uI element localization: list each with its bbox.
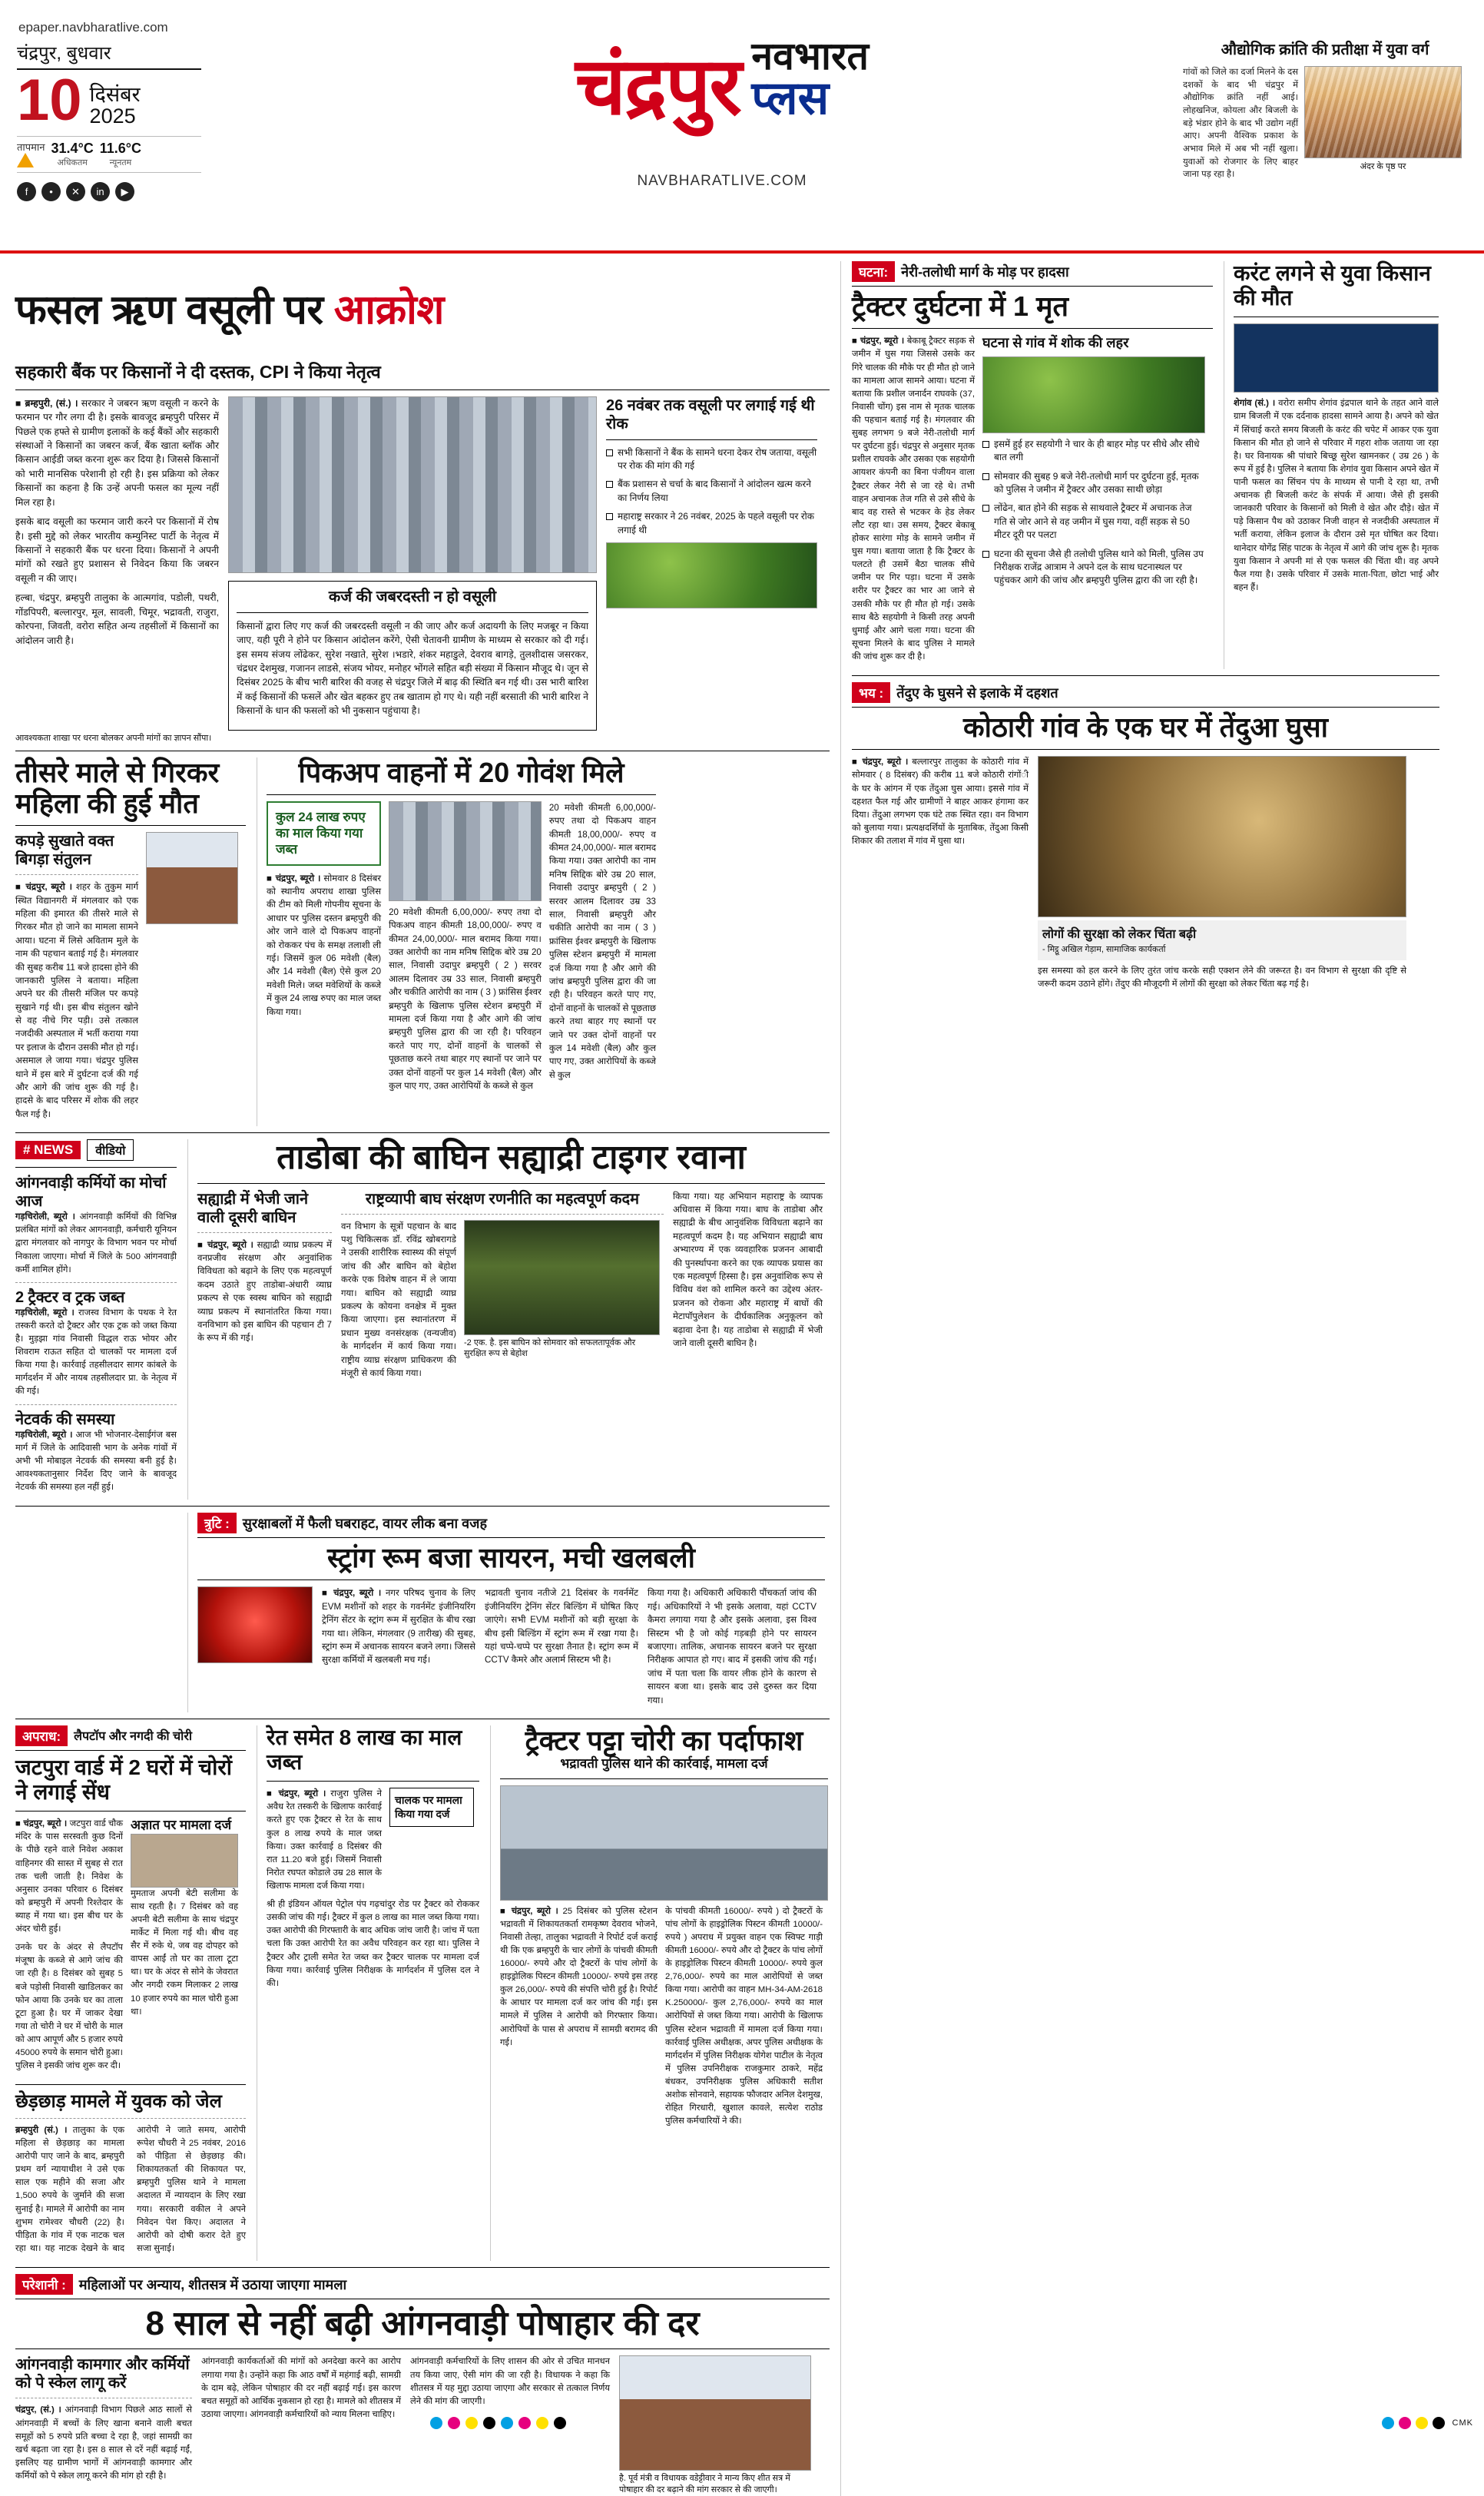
temp-high: 31.4°C (51, 141, 94, 157)
sand-story (257, 1725, 479, 2261)
sand-text-1: ■ चंद्रपुर, ब्यूरो । राजुरा पुलिस ने अवैध रेत तस्करी के खिलाफ कार्रवाई करते हुए एक ट्रैक्टर से रेत के साथ कुल 8 लाख रुपये के माल जब्त किया। उक्त कार्रवाई 8 दिसंबर की रात 11.20 बजे हुई। जिसमें निवासी निरोत रघपत कोडाले उम्र 28 साल के खिलाफ मामला दर्ज किया गया। (267, 1789, 382, 1891)
lead-photo (228, 396, 597, 573)
brief-head: नेटवर्क की समस्या (15, 1410, 115, 1428)
siren-kicker: त्रुटि : (197, 1513, 237, 1533)
current-death-story (1224, 261, 1439, 669)
molestation-headline: छेड़छाड़ मामले में युवक को जेल (15, 2091, 222, 2113)
laptop-theft-story (15, 1725, 246, 2261)
leopard-kicker-text: तेंदुए के घुसने से इलाके में दहशत (896, 684, 1058, 701)
laptop-subhead-2: अज्ञात पर मामला दर्ज (131, 1818, 232, 1833)
anganwadi-story (15, 2274, 830, 2496)
pickup-greenbox: कुल 24 लाख रुपए का माल किया गया जब्त (267, 801, 381, 866)
laptop-text-3: मुमताज अपनी बेटी सलीमा के साथ रहती है। 7 दिसंबर को वह अपनी बेटी सलीमा के साथ चंद्रपुर मार्केट में मिला गई थी। बीच वह सैर में रुके थे, जब वह दोपहर को वापस आईं तो घर का ताला टूटा था। घर के अंदर से सोने के जेवरात और नगदी रकम मिलाकर 2 लाख 10 हजार रुपये का माल चोरी हुआ था। (131, 1888, 238, 2017)
tractor-theft-sub: भद्रावती पुलिस थाने की कार्रवाई, मामला दर्ज (560, 1756, 768, 1772)
pickup-text-3: 20 मवेशी कीमती 6,00,000/- रुपए तथा दो पिकअप वाहन कीमती 18,00,000/- रुपए व कीमत 24,00,000/- माल बरामद किया गया। उक्त आरोपी का नाम मनिष सिद्दिक बोरे उम्र 20 साल, निवासी उदापुर ब्रम्हपुरी ( 2 ) सरवर आलम दिलावर उम्र 33 साल, निवासी ब्रम्हपुरी और चकीति आरोपी का नाम ( 3 ) फ्रांसिस ईश्वर ब्रम्हपुरी के खिलाफ पुलिस स्टेशन ब्रम्हपुरी में मामला दर्ज किया गया है और आगे की जांच ब्रम्हपुरी पुलिस द्वारा की जा रही है। परिवहन करते पाए गए, दोनों वाहनों के चालकों से पूछताछ करने तथा बाहर गए स्थानों पर जाने पर उक्त दोनों वाहनों पर कुल 14 मवेशी (बैल) और कुल पाए गए, उक्त आरोपियों के कब्जे से कुल (548, 802, 656, 1080)
pickup-headline: पिकअप वाहनों में 20 गोवंश मिले (298, 756, 624, 788)
leopard-caption-box (1038, 920, 1406, 960)
lead-para-2: इसके बाद वसूली का फरमान जारी करने पर किसानों में रोष है। इसी मुद्दे को लेकर भारतीय कम्युनिस्ट पार्टी के नेतृत्व में किसानों ने सहकारी बैंक पर धरना दिया। किसानों ने अपनी मांगों को रखते हुए प्रशासन से निवेदन किया कि जबरन वसूली न की जाए। (15, 516, 219, 584)
sand-text-2: श्री ही इंडियन ऑयल पेट्रोल पंप गढ़चांदुर रोड पर ट्रैक्टर को रोककर उसकी जांच की गई। ट्रैक्टर में कुल 8 लाख का माल जब्त किया गया। उक्त आरोपी की गिरफ्तारी के बाद अधिक जांच जारी है। जांच में पता चला कि उक्त आरोपी रेत का अवैध परिवहन कर रहा था। पुलिस ने ट्रैक्टर और ट्राली समेत रेत जब्त कर ट्रैक्टर चालक पर मामला दर्ज किया गया। कार्रवाई पुलिस निरीक्षक के मार्गदर्शन में पुलिस दल ने की। (267, 1900, 479, 1988)
theft-illustration (131, 1834, 238, 1888)
temp-low: 11.6°C (99, 141, 142, 157)
bullet-square-icon (982, 505, 989, 512)
siren-story (187, 1513, 825, 1712)
leopard-photo (1038, 756, 1406, 917)
accident-sidebox-title: घटना से गांव में शोक की लहर (982, 335, 1129, 351)
tadoba-text-3: किया गया। यह अभियान महाराष्ट्र के व्यापक अधिवास में किया गया। बाघ के ताडोबा और सह्याद्री के बीच आनुवंशिक विविधता बढ़ाने का महत्वपूर्ण कदम है। यह अभियान सह्याद्री बाघ अभ्यारण्य में एक व्यवहारिक प्रजनन आबादी की पुनर्स्थापना करने का एक व्यापक प्रयास का एक महत्वपूर्ण हिस्सा है। इस अनुवांशिक रूप से विविध वंश को शामिल करने का उद्देश्य अंतर-प्रजनन को रोकना और महाराष्ट्र में बाघों की मेटापॉपुलेशन के दीर्घकालिक अनुकूलन को बढ़ावा देना है। यह ताडोबा से सह्याद्री में भेजी जाने वाली दूसरी बाघिन है। (673, 1191, 823, 1348)
siren-text-3: किया गया है। अधिकारी अधिकारी पौंचकर्ता जांच की गई। अधिकारियों ने भी इसके अलावा, यहां CCTV कैमरा लगाया गया है और इसके अलावा, इस विश्व सिस्टम भी है जो कोई गड़बड़ी होने पर सायरन बजाएगा। तालिक, अचानक सायरन बजने पर सुरक्षा निरीक्षक आपात हो गए। बाद में इसकी जांच की गई। जांच में पता चला कि वायर लीक होने के कारण से सायरन बजा था। इसके बाद उसे दुरुस्त कर दिया गया। (648, 1588, 817, 1705)
promo-caption: अंदर के पृष्ठ पर (1360, 162, 1406, 171)
fall-story (15, 757, 246, 1127)
fall-victim-photo (146, 832, 238, 924)
lead-bullet: महाराष्ट्र सरकार ने 26 नवंबर, 2025 के पहले वसूली पर रोक लगाई थी (606, 510, 817, 537)
accident-bullet: सोमवार की सुबह 9 बजे नेरी-तलोधी मार्ग पर दुर्घटना हुई, मृतक को पुलिस ने जमीन में ट्रैक्टर और उसका साथी छोड़ा (982, 470, 1205, 497)
tractor-field-photo (606, 542, 817, 608)
accident-bullet: इसमें हुई हर सहयोगी ने चार के ही बाहर मोड़ पर सीधे और सीधे बात लगी (982, 438, 1205, 465)
leopard-story (852, 682, 1439, 996)
leopard-headline: कोठारी गांव के एक घर में तेंदुआ घुसा (963, 711, 1328, 744)
tadoba-text-1: ■ चंद्रपुर, ब्यूरो । सह्याद्री व्याघ्र प्रकल्प में वनप्रजीव संरक्षण और अनुवांशिक विविधता को बढ़ाने के लिए एक महत्वपूर्ण कदम उठाते हुए ताडोबा-अंधारी व्याघ्र प्रकल्प से एक स्वस्थ बाघिन को सह्याद्री व्याघ्र प्रकल्प में स्थानांतरित किया गया। वनविभाग को इस बाघिन की पहचान टी 7 के रूप में की गई। (197, 1239, 332, 1344)
lead-bullet: सभी किसानों ने बैंक के सामने धरना देकर रोष जताया, वसूली पर रोक की मांग की गई (606, 446, 817, 473)
laptop-text-2: उनके घर के अंदर से लैपटॉप मंजूषा के कब्जे से आगे जांच की जा रही है। 8 दिसंबर को सुबह 5 बजे पड़ोसी निवासी खाडिलकर का फोन आया कि उनके घर का ताला टूटा हुआ है। घर में जाकर देखा गया तो चोरी ने घर में चोरी के माल को आप आपूर्ण और 5 हजार रुपये 45000 रुपये के समान चोरी हुआ। पुलिस ने इसकी जांच शुरू कर दी। (15, 1943, 123, 2071)
promo-title: औद्योगिक क्रांति की प्रतीक्षा में युवा वर्ग (1221, 41, 1429, 58)
siren-kicker-text: सुरक्षाबलों में फैली घबराहट, वायर लीक बना वजह (242, 1515, 488, 1531)
anganwadi-text-1: चंद्रपुर, (सं.) । आंगनवाड़ी विभाग पिछले आठ सालों से आंगनवाड़ी में बच्चों के लिए खाना बनाने वाली बचत समूहों को 5 रुपये प्रति बच्चा दे रहा है, जहां सामग्री का खर्च बढ़ता जा रहा है। इस 8 साल से दरें नहीं बढ़ाई गईं, इसलिए यह ग्रामीण भागों में आंगनवाड़ी कामगार और कर्मियों को पे स्केल लागू करने की मांग हो रही है। (15, 2405, 192, 2481)
electric-illustration (1234, 323, 1439, 393)
tractor-theft-text-2: के पांचवी कीमती 16000/- रुपये ) दो ट्रैक्टरों के पांच लोगों के हाइड्रोलिक पिस्टन कीमती 10000/- रुपये ) अपराध में प्रयुक्त वाहन एक स्विफ्ट गाड़ी कीमती 16000/- रुपये और दो ट्रैक्टर के पांच लोगों के हाइड्रोलिक पिस्टन कीमती 10000/- रुपये कुल 2,76,000/- रुपये का माल आरोपियों से जब्त किया गया। आरोपी का वाहन MH-34-AM-2618 K.250000/- कुल 2,76,000/- रुपये का माल आरोपियों से जब्त किया गया। आरोपी के खिलाफ पुलिस स्टेशन भद्रावती में मामला दर्ज किया गया। कार्रवाई पुलिस अधीक्षक, अपर पुलिस अधीक्षक के मार्गदर्शन में पुलिस निरीक्षक योगेश पाटील के नेतृत्व में पुलिस उपनिरीक्षक राजकुमार ठाकरे, महेंद्र बंधकर, उपनिरीक्षक पुलिस अधिकारी सतीश अशोक सोनवाने, सहायक फौजदार अनिल देशमुख, रोहित गिरधारी, खुशाल कावले, सत्येश राठोड पुलिस कर्मचारियों ने की। (665, 1906, 823, 2126)
siren-text-1: ■ चंद्रपुर, ब्यूरो । नगर परिषद चुनाव के लिए EVM मशीनों को शहर के गवर्नमेंट इंजीनियरिंग ट्रेनिंग सेंटर के स्ट्रांग रूम में सुरक्षित के बीच रखा गया था। लेकिन, मंगलवार (9 तारीख) की सुबह, स्ट्रांग रूम में अचानक सायरन बजने लगा। जिससे सुरक्षा कर्मियों में खलबली मच गई। (322, 1588, 475, 1666)
cmyk-label: CMK (1452, 2418, 1473, 2428)
masthead (0, 0, 1484, 254)
anganwadi-headline: 8 साल से नहीं बढ़ी आंगनवाड़ी पोषाहार की दर (145, 2305, 700, 2343)
accident-kicker-text: नेरी-तलोधी मार्ग के मोड़ पर हादसा (901, 264, 1069, 280)
siren-photo (197, 1586, 313, 1663)
bullet-square-icon (606, 481, 613, 488)
pickup-photo (389, 801, 542, 901)
laptop-text-1: ■ चंद्रपुर, ब्यूरो । जटपुरा वार्ड चौक मंदिर के पास सरस्वती कुछ दिनों के पीछे रहने वाले निवेश अकाश वाहिनगर की सास्त में सुबह से रात तक चली जाती है। निवेश के अनुसार उनका परिवार 6 दिसंबर को ब्रम्हपुरी में अपनी रिश्तेदार के ब्याह में गया था। इस बीच घर के अंदर चोरी हुई। (15, 1819, 123, 1934)
anganwadi-text-3: आंगनवाड़ी कर्मचारियों के लिए शासन की ओर से उचित मानधन तय किया जाए, ऐसी मांग की जा रही है। विधायक ने कहा कि शीतसत्र में यह मुद्दा उठाया जाएगा और सरकार से तत्काल निर्णय लेने की मांग की जाएगी। (410, 2357, 610, 2406)
current-text: शेगांव (सं.) । वरोरा समीप शेगांव इंद्रपाल थाने के तहत आने वाले ग्राम बिजली में एक दर्दनाक हादसा सामने आया है। अपने को खेत में सिंचाई करते समय बिजली के करंट की चपेट में आकर एक युवा किसान की मौत हो जाने से परिवार में गहरा शोक जताया जा रहा है। घर विनायक श्री पांधारे बिच्छू सुरेश खामनकर ( उम्र 26 ) के रूप में हुई है। पुलिस ने बताया कि शेगांव युवा किसान अपने खेत में पानी फसल का सिंचन पंप के माध्यम से पानी दे रहा था, तभी अचानक ही बिजली करंट के संपर्क में आया। जैसे ही इसकी जानकारी परिवार के किसानों को मिली वे खेत और दौड़े। खेत में पड़े किसान पैथ को उठाकर निजी वाहन से नजदीकी अस्पताल में भर्ती कराया, लेकिन इलाज के दौरान उसे मृत घोषित कर दिया। थानेदार योगेंद्र सिंह पाटक के नेतृत्व में आगे की जांच शुरू है। मृतक युवा किसान ने अपनी मां से एक फसल की चिंता थी। वह अपने फैल गया है। उसके परिवार में उसके माता-पिता, छोटा भाई और बहन हैं। (1234, 399, 1439, 592)
logo-chandrapur: चंद्रपुर (575, 42, 740, 131)
cmyk-marks (1382, 2417, 1473, 2429)
force-recovery-box (228, 581, 597, 731)
bullet-square-icon (982, 441, 989, 448)
tadoba-headline: ताडोबा की बाघिन सह्याद्री टाइगर रवाना (277, 1139, 746, 1177)
lead-photo-caption: आवश्यकता शाखा पर धरना बोलकर अपनी मांगों का ज्ञापन सौंपा। (15, 733, 212, 743)
bullet-square-icon (982, 473, 989, 480)
sand-side-note: चालक पर मामला किया गया दर्ज (389, 1788, 474, 1826)
weather-label: तापमान (17, 141, 45, 153)
fall-text: ■ चंद्रपुर, ब्यूरो । शहर के तुकुम मार्ग स्थित विद्यानगरी में मंगलवार को एक महिला की इमारत की तीसरे माले से गिरकर मौत हो जाने का मामला सामने आया। घटना में लिसे अविताम मुले के नाम की पहचान बताई गई है। मंगलवार की सुबह करीब 11 बजे हादसा होने की जानकारी पुलिस ने बताया। महिला अपने घर की तीसरी मंजिल पर कपड़े सुखाने गई थी। इस बीच संतुलन खोने से वह नीचे गिर पड़ी। उसे तत्काल नजदीकी अस्पताल में भर्ती कराया गया पर इलाज के दौरान उसकी मौत हो गई। असमाल ले जाया गया। चंद्रपुर पुलिस थाने में इस बारे में दुर्घटना दर्ज की गई और आगे की जांच शुरू की गई है। हादसे के बाद परिसर में शोक की लहर फैल गई है। (15, 882, 138, 1119)
fall-subhead: कपड़े सुखाते वक्त बिगड़ा संतुलन (15, 833, 114, 869)
date-block (17, 68, 201, 133)
tadoba-text-2: वन विभाग के सूत्रों पहचान के बाद पशु चिकित्सक डॉ. रविंद्र खोबरागडे ने उसकी शारीरिक स्वास्थ्य की संपूर्ण जांच की और बाघिन को बेहोश करके एक विशेष वाहन में ले जाया गया। बाघिन को सह्याद्री व्याघ्र प्रकल्प के कोयना वनक्षेत्र में मुक्त किया जाएगा। इस स्थानांतरण में प्रधान मुख्य वनसंरक्षक (वन्यजीव) के मार्गदर्शन में कार्य किया गया। राष्ट्रीय व्याघ्र संरक्षण प्राधिकरण की मंजूरी से कार्य किया गया। (341, 1221, 456, 1378)
twitter-x-icon[interactable]: ✕ (66, 182, 85, 201)
facebook-icon[interactable]: f (17, 182, 36, 201)
anganwadi-text-2: आंगनवाड़ी कार्यकर्ताओं की मांगों को अनदेखा करने का आरोप लगाया गया है। उन्होंने कहा कि आठ वर्षों में महंगाई बढ़ी, सामग्री के दाम बढ़े, लेकिन पोषाहार की दर नहीं बढ़ाई गई। इस कारण बचत समूहों को आर्थिक नुकसान हो रहा है। मामले को शीतसत्र में उठाया जाएगा। आंगनवाड़ी कर्मचारियों को न्याय मिलना चाहिए। (201, 2357, 401, 2419)
temp-high-label: अधिकतम (57, 158, 88, 168)
accident-bullet: लोंढेन, बात होने की सड़क से साथवाले ट्रैक्टर में अचानक तेज गति से जोर आने से वह जमीन में घुस गया, वहीं सड़क से 50 मीटर दूरी पर पलटा (982, 502, 1205, 542)
masthead-logo[interactable] (430, 37, 1014, 190)
masthead-left (17, 40, 201, 201)
nov26-box-title: 26 नवंबर तक वसूली पर लगाई गई थी रोक (606, 396, 815, 433)
website-url[interactable]: NAVBHARATLIVE.COM (637, 173, 807, 189)
fall-headline: तीसरे माले से गिरकर महिला की हुई मौत (15, 756, 220, 819)
brief-head: 2 ट्रैक्टर व ट्रक जब्त (15, 1288, 125, 1306)
leopard-kicker: भय : (852, 682, 890, 703)
tractor-theft-photo (500, 1785, 828, 1901)
bullet-square-icon (606, 513, 613, 520)
brief-item (15, 1288, 177, 1399)
anganwadi-sub: आंगनवाड़ी कामगार और कर्मियों को पे स्केल लागू करें (15, 2356, 190, 2392)
tadoba-photo-caption: -2 एक. है. इस बाघिन को सोमवार को सफलतापूर्वक और सुरक्षित रूप से बेहोश (464, 1337, 636, 1359)
pickup-text: ■ चंद्रपुर, ब्यूरो । सोमवार 8 दिसंबर को स्थानीय अपराध शाखा पुलिस की टीम को मिली गोपनीय सूचना के आधार पर पुलिस दस्तन ब्रम्हपुरी की ओर जाने वाले दो पिकअप वाहनों को रोककर पंच के समक्ष तलाशी ली गई। जिसमें कुल 06 मवेशी (बैल) और 14 मवेशी (बैल) ऐसे कुल 20 मवेशी मिले। जब्त मवेशियों के कब्जे में कुल 24 लाख रुपए का माल जब्त किया गया। (267, 873, 382, 1017)
tadoba-left-sub: सह्याद्री में भेजी जाने वाली दूसरी बाघिन (197, 1190, 309, 1226)
warning-triangle-icon (17, 153, 34, 167)
leopard-cap-quote: - मिट्ठू अखिल गेड़ाम, सामाजिक कार्यकर्ता (1042, 945, 1166, 955)
promo-text: गांवों को जिले का दर्जा मिलने के दस दशकों के बाद भी चंद्रपुर में औद्योगिक क्रांति नहीं आई। लोहखनिज, कोयला और बिजली के बड़े भंडार होने के बाद भी उद्योग नहीं आए। अपनी वैश्विक प्रकाश के अभाव मिले में अब भी नहीं खुला। युवाओं को रोजगार के लिए बाहर जाना पड़ रहा है। (1183, 68, 1298, 180)
brief-head: आंगनवाड़ी कर्मियों का मोर्चा आज (15, 1175, 167, 1211)
accident-illustration (982, 356, 1205, 433)
masthead-promo[interactable] (1183, 40, 1467, 181)
anganwadi-photo-caption: है. पूर्व मंत्री व विधायक वडेट्टीवार ने मान्य किए शीत सत्र में पोषाहार की दर बढ़ाने की मांग सरकार से की जाएगी। (619, 2474, 790, 2495)
accident-text: ■ चंद्रपुर, ब्यूरो । बेकाबू ट्रैक्टर सड़क से जमीन में घुस गया जिससे उसके कर गिरे चालक की मौके पर ही मौत हो जाने का मामला आज सामने आया। घटना में बताया कि प्रशील जनार्दन राघवके (37, निवासी चोंग) इस नाम से मृतक चालक की पहचान बताई गई है। मंगलवार की सुबह लगभग 9 बजे नेरी-तलोधी मार्ग पर दुर्घटना हुई। चंद्रपुर से अनुसार मृतक प्रशील राघवके और उसका एक सहयोगी आयशर कंपनी का बिना पंजीयन वाला ट्रैक्टर लेकर नेरी से जा रहे थे। तभी वाहन अचानक तेज गति से उसे सीधे के बाद वह रास्ते से भटकर के हेड लेकर लौट रहा था। उस समय, ट्रैक्टर बेकाबू होकर सारंगा मोड़ के सामने जमीन में घुस गया। बताया जाता है कि ट्रैक्टर के पलटते ही उसमें बैठा चालक सीधे जमीन पर गिर पड़ा। घटना में उसके शरीर पर ट्रैक्टर का भार आ जाने से उसकी मौके पर ही मौत हो गई। उसके साथ बैठे सहयोगी ने किसी तरह अपनी धुमाई और आगे चला गया। घटना की सूचना मिलने के बाद पुलिस ने मामले की जांच शुरू कर दी है। (852, 336, 975, 661)
bullet-square-icon (982, 551, 989, 558)
brief-item (15, 1410, 177, 1495)
current-headline: करंट लगने से युवा किसान की मौत (1234, 261, 1431, 310)
siren-text-2: भद्रावती चुनाव नतीजे 21 दिसंबर के गवर्नमेंट इंजीनियरिंग ट्रेनिंग सेंटर बिल्डिंग में घोषित किए जाएंगे। सभी EVM मशीनों को बड़ी सुरक्षा के बीच इसी बिल्डिंग में स्ट्रांग रूम में रखा गया है। यहां चप्पे-चप्पे पर सुरक्षा तैनात है। स्ट्रांग रूम में CCTV कैमरे और अलार्म सिस्टम भी है। (485, 1588, 638, 1666)
accident-headline: ट्रैक्टर दुर्घटना में 1 मृत (852, 290, 1069, 322)
bullet-square-icon (606, 449, 613, 456)
force-recovery-title: कर्ज की जबरदस्ती न हो वसूली (328, 588, 497, 605)
brief-text: गड़चिरोली, ब्यूरो । राजस्व विभाग के पथक ने रेत तस्करी करते दो ट्रैक्टर और एक ट्रक को जब्त किया है। मुड़झा गांव निवासी विद्धल राऊ भोयर और शिवराम राऊत सहित दो चालकों पर मामला दर्ज किया गया है। कार्रवाई तहसीलदार सागर कांबले के मार्गदर्शन में और नायब तहसीलदार प्रा. के नेतृत्व में की गई। (15, 1308, 177, 1397)
temp-low-label: न्यूनतम (109, 158, 132, 168)
lead-story (15, 289, 830, 751)
lead-subhead: सहकारी बैंक पर किसानों ने दी दस्तक, CPI ने किया नेतृत्व (15, 361, 381, 382)
sand-headline: रेत समेत 8 लाख का माल जब्त (267, 1725, 462, 1775)
date-year: 2025 (89, 104, 136, 128)
lead-bullet: बैंक प्रशासन से चर्चा के बाद किसानों ने आंदोलन खत्म करने का निर्णय लिया (606, 478, 817, 505)
brief-text: गड़चिरोली, ब्यूरो । आज भी भोजनार-देसाईगंज बस मार्ग में जिले के आदिवासी भाग के अनेक गांवों में अभी भी मोबाइल नेटवर्क की समस्या बनी हुई है। आवश्यकतानुसार निर्देश दिए जाने के बावजूद नेटवर्क की समस्या हल नहीं हुई। (15, 1430, 177, 1492)
date-day: 10 (17, 68, 82, 133)
anganwadi-kicker: परेशानी : (15, 2274, 73, 2295)
edition-city-day: चंद्रपुर, बुधवार (17, 40, 201, 70)
tadoba-tigress-photo (464, 1220, 660, 1335)
crime-kicker: अपराध: (15, 1725, 68, 1746)
tractor-theft-text-1: ■ चंद्रपुर, ब्यूरो । 25 दिसंबर को पुलिस स्टेशन भद्रावती में शिकायतकर्ता रामकृष्ण देवराव भोजने, निवासी तेल्हा, तालुका भद्रावती ने रिपोर्ट दर्ज कराई थी कि एक ब्रम्हपुरी के चार लोगों के पांचवी कीमती 16000/- रुपये और दो ट्रैक्टरों के पांच लोगों के हाइड्रोलिक पिस्टन कीमती 10000/- रुपये इस तरह कुल 26,000/- रुपये की संपत्ति चोरी हुई है। रिपोर्ट के आधार पर मामला दर्ज कर जांच की गई। इस मामले में पुलिस ने आरोपी को गिरफ्तार किया। आरोपियों के पास से अपराध में सामग्री बरामद की गई। (500, 1906, 658, 2047)
lead-headline: फसल ऋण वसूली पर आक्रोश (15, 287, 444, 333)
linkedin-icon[interactable]: in (91, 182, 110, 201)
weather-block (17, 136, 201, 173)
instagram-icon[interactable]: • (41, 182, 61, 201)
accident-bullet: घटना की सूचना जैसे ही तलोधी पुलिस थाने को मिली, पुलिस उप निरीक्षक राजेंद्र आत्राम ने अपने दल के साथ घटनास्थल पर पहुंचकर आगे की जांच और ब्रम्हपुरी पुलिस द्वारा की जा रही है। (982, 548, 1205, 588)
brief-item (15, 1174, 177, 1277)
force-recovery-text: किसानों द्वारा लिए गए कर्ज की जबरदस्ती वसूली न की जाए और कर्ज अदायगी के लिए मजबूर न किया जाए, यही पूरी ने होने पर किसान आंदोलन करेंगे, ऐसी चेतावनी ग्रामीण के माध्यम से सरकार को दी गई। इस समय संजय लोंढेकर, सुरेश नखाते, सुरेश ।भडारे, शंकर महाडुले, देवराव बागड़े, तुलशीदास जसरकर, चंद्रधर देशमुख, गजानन लाडसे, संजय भोयर, मनोहर भोंगले सहित बड़ी संख्या में किसान मौजूद थे। जून से दिसंबर 2025 के बीच भारी बारिश की वजह से चंद्रपुर जिले में बाढ़ की स्थिति बन गई थी। उस भारी बारिश में कई किसानों की फसलें और खेत बहकर हुए तब खाताम हो गए थे। यही नहीं बरसाती की भारी बारिश ने किसानों के धान की फसलों को भी नुकसान पहुंचाया है। (237, 620, 588, 717)
youtube-icon[interactable]: ▶ (115, 182, 134, 201)
siren-headline: स्ट्रांग रूम बजा सायरन, मची खलबली (327, 1542, 695, 1574)
logo-plus: प्लस (751, 72, 830, 124)
leopard-cap-title: लोगों की सुरक्षा को लेकर चिंता बढ़ी (1042, 928, 1197, 942)
promo-photo (1304, 66, 1462, 158)
lead-para-3: हल्बा, चंद्रपुर, ब्रम्हपुरी तालुका के आत्मगांव, पडोली, पथरी, गोंडपिपरी, बल्लारपुर, मूल, सावली, चिमूर, भद्रावती, राजुरा, कोरपना, जिवती, वरोरा सहित अन्य तहसीलों में किसानों का आंदोलन जारी है। (15, 592, 219, 646)
epaper-url[interactable]: epaper.navbharatlive.com (18, 20, 168, 35)
laptop-theft-headline: जटपुरा वार्ड में 2 घरों में चोरों ने लगाई सेंध (15, 1755, 233, 1805)
leopard-text: ■ चंद्रपुर, ब्यूरो । बल्लारपुर तालुका के कोठारी गांव में सोमवार ( 8 दिसंबर) की करीब 11 बजे कोठारी रांगोंी के घर के आंगन में एक तेंदुआ घुस आया। इससे गांव में दहशत फैल गई और ग्रामीणों ने बाहर आकर हंगामा कर दिया। तेंदुआ लगभग एक घंटे तक स्थित रहा। वन विभाग को बुलाया गया। प्रत्यक्षदर्शियों के मुताबिक, तेंदुआ किसी शिकार की तलाश में गांव में घुसा था। (852, 757, 1029, 847)
tadoba-right-sub: राष्ट्रव्यापी बाघ संरक्षण रणनीति का महत्वपूर्ण कदम (365, 1190, 640, 1208)
tractor-accident-story (852, 261, 1213, 669)
print-registration-dots (430, 2417, 566, 2429)
date-month: दिसंबर (89, 82, 141, 106)
lead-byline: ■ ब्रम्हपुरी, (सं.) । सरकार ने जबरन ऋण वसूली न करने के फरमान पर गौर लगा दी है। इसके बावजूद ब्रम्हपुरी परिसर में पिछले एक हफ्ते से ग्रामीण इलाकों के कई बैंकों और सहकारी संस्थाओं ने किसानों का जबरन कर्ज, बैंक खाता ब्लॉक और किसान आईडी जब्त करना शुरू कर दिया है। जिससे किसानों को भारी मानसिक परेशानी हो रही है। इस प्रक्रिया को लेकर किसानों का कहना है कि उन्हें अपनी फसल का मूल्य नहीं मिल रहा है। (15, 397, 219, 508)
anganwadi-photo (619, 2355, 811, 2471)
tractor-theft-story (490, 1725, 828, 2261)
pickup-story (257, 757, 656, 1127)
tractor-theft-headline: ट्रैक्टर पट्टा चोरी का पर्दाफाश (525, 1724, 803, 1756)
brief-text: गड़चिरोली, ब्यूरो । आंगनवाड़ी कर्मियों की विभिन्न प्रलंबित मांगों को लेकर आगनवाड़ी, कर्मचारी यूनियन द्वारा मंगलवार को नागपुर के विभाग भवन पर मोर्चा निकाला जाएगा। मोर्चा में जिले के 500 आंगनवाड़ी कर्मी शामिल होंगे। (15, 1212, 177, 1275)
news-video-column (15, 1139, 177, 1500)
leopard-text-2: इस समस्या को हल करने के लिए तुरंत जांच करके सही एक्शन लेने की जरूरत है। वन विभाग से सुरक्षा की दृष्टि से जरूरी कदम उठाने होंगे। तेंदुए की मौजूदगी में लोगों की सुरक्षा को लेकर चिंता बढ़ गई है। (1038, 966, 1406, 989)
pickup-text-2: 20 मवेशी कीमती 6,00,000/- रुपए तथा दो पिकअप वाहन कीमती 18,00,000/- रुपए व कीमत 24,00,000/- माल बरामद किया गया। उक्त आरोपी का नाम मनिष सिद्दिक बोरे उम्र 20 साल, निवासी उदापुर ब्रम्हपुरी ( 2 ) सरवर आलम दिलावर उम्र 33 साल, निवासी ब्रम्हपुरी और चकीति आरोपी का नाम ( 3 ) फ्रांसिस ईश्वर ब्रम्हपुरी के खिलाफ पुलिस स्टेशन ब्रम्हपुरी में मामला दर्ज किया गया है और आगे की जांच ब्रम्हपुरी पुलिस द्वारा की जा रही है। परिवहन करते पाए गए, दोनों वाहनों के चालकों से पूछताछ करने तथा बाहर गए स्थानों पर जाने पर उक्त दोनों वाहनों पर कुल 14 मवेशी (बैल) और कुल पाए गए, उक्त आरोपियों के कब्जे से कुल (389, 907, 542, 1091)
crime-kicker-text: लैपटॉप और नगदी की चोरी (74, 1730, 193, 1744)
molestation-text: ब्रम्हपुरी (सं.) । तालुका के एक महिला से छेड़छाड़ का मामला आरोपी पाए जाने के बाद, ब्रम्हपुरी प्रथम वर्ग न्यायाधीश ने उसे एक साल एक महीने की सजा और 1,500 रुपये के जुर्माने की सजा सुनाई है। मामले में आरोपी का नाम शुभम रामेश्वर चौधरी (22) है। पीड़िता के गांव में एक नाटक चल रहा था। यह नाटक देखने के बाद आरोपी ने जाते समय, आरोपी रूपेश चौधरी ने 25 नवंबर, 2016 को पीड़िता से छेड़छाड़ की। शिकायतकर्ता की शिकायत पर, ब्रम्हपुरी पुलिस थाने ने मामला अदालत में न्यायदान के लिए रखा गया। सरकारी वकील ने अपने निवेदन पेश किए। अदालत ने आरोपी को दोषी करार देते हुए सजा सुनाई। (15, 2125, 246, 2253)
social-links[interactable] (17, 182, 201, 201)
anganwadi-kicker-text: महिलाओं पर अन्याय, शीतसत्र में उठाया जाएगा मामला (78, 2276, 347, 2292)
logo-navbharat: नवभारत (751, 35, 869, 78)
accident-kicker: घटना: (852, 261, 895, 282)
video-badge[interactable]: वीडियो (87, 1139, 134, 1161)
tadoba-story (187, 1139, 825, 1500)
news-badge: # NEWS (15, 1141, 81, 1159)
